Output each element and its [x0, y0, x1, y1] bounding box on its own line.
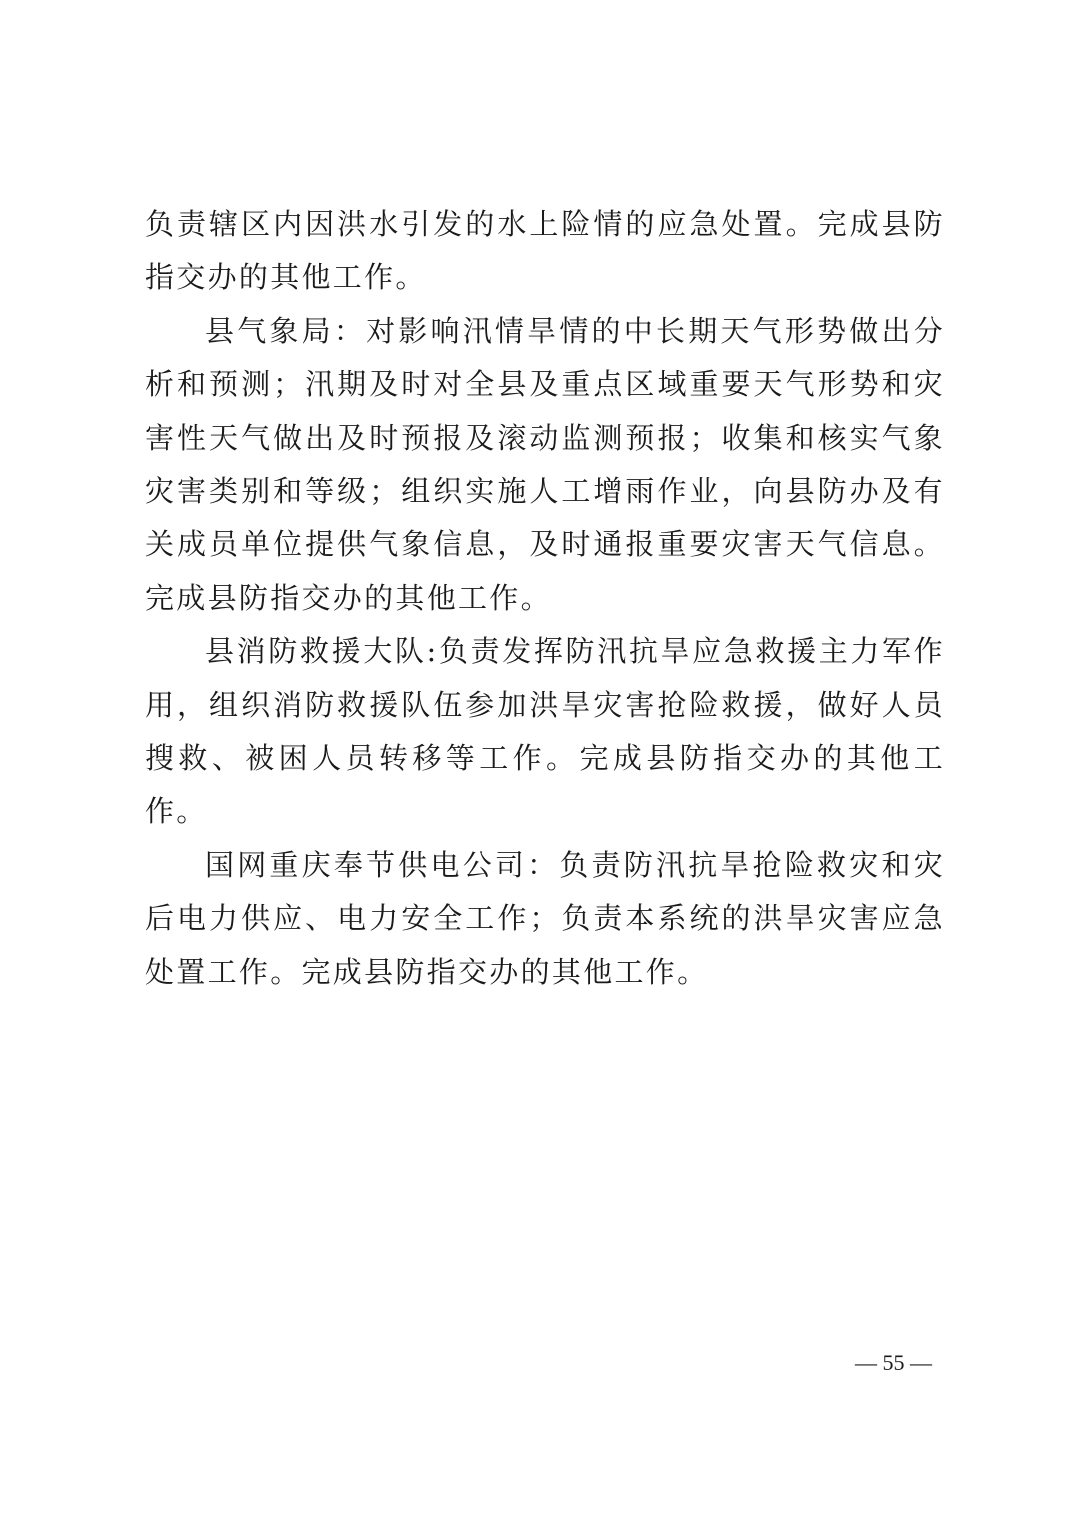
paragraph-state-grid-power-company: 国网重庆奉节供电公司：负责防汛抗旱抢险救灾和灾后电力供应、电力安全工作；负责本系统的洪旱灾害应急处置工作。完成县防指交办的其他工作。: [145, 847, 945, 989]
paragraph-county-meteorological-bureau: 县气象局：对影响汛情旱情的中长期天气形势做出分析和预测；汛期及时对全县及重点区域重要天气形势和灾害性天气做出及时预报及滚动监测预报；收集和核实气象灾害类别和等级；组织实施人工增雨作业，向县防办及有关成员单位提供气象信息，及时通报重要灾害天气信息。完成县防指交办的其他工作。: [145, 313, 945, 615]
document-body: [145, 198, 945, 999]
paragraph-continuation: 负责辖区内因洪水引发的水上险情的应急处置。完成县防指交办的其他工作。: [145, 207, 945, 295]
page-number: — 55 —: [855, 1350, 932, 1375]
paragraph-county-fire-rescue-brigade: 县消防救援大队:负责发挥防汛抗旱应急救援主力军作用，组织消防救援队伍参加洪旱灾害抢险救援，做好人员搜救、被困人员转移等工作。完成县防指交办的其他工作。: [145, 634, 945, 829]
